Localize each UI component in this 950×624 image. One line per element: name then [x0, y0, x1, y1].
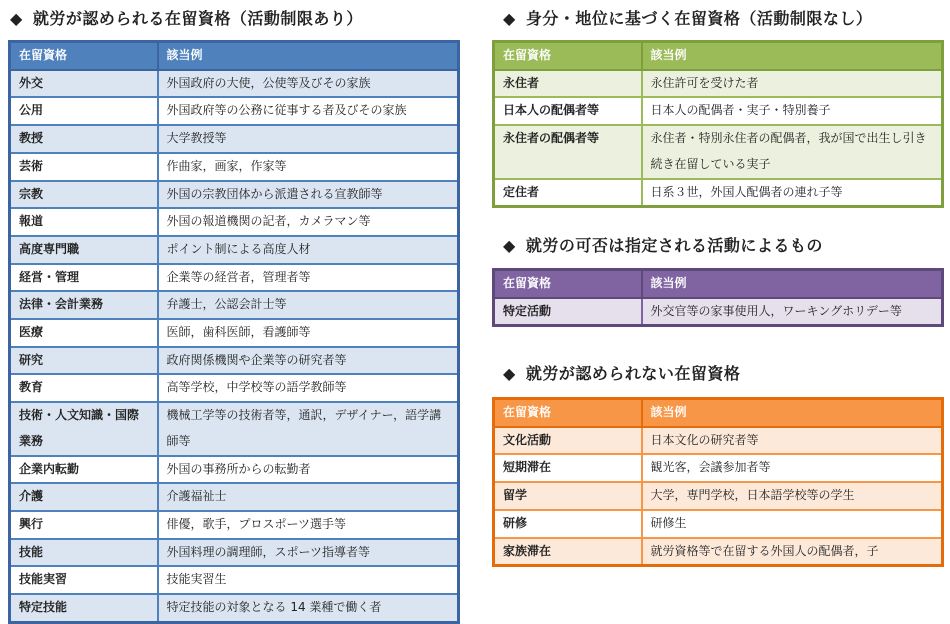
- status-cell: 外交: [10, 70, 158, 98]
- status-cell: 経営・管理: [10, 264, 158, 292]
- example-cell: 観光客，会議参加者等: [642, 454, 943, 482]
- example-cell: 就労資格等で在留する外国人の配偶者，子: [642, 538, 943, 566]
- table-row: [10, 319, 459, 347]
- header-status: 在留資格: [494, 42, 642, 70]
- table-row: [494, 454, 943, 482]
- example-cell: 大学教授等: [158, 125, 459, 153]
- header-status: 在留資格: [494, 399, 642, 427]
- table-row: [10, 483, 459, 511]
- table-row: [10, 511, 459, 539]
- title-text: 身分・地位に基づく在留資格（活動制限なし）: [525, 9, 873, 28]
- status-cell: 研修: [494, 510, 642, 538]
- example-cell: ポイント制による高度人材: [158, 236, 459, 264]
- table-row: [494, 538, 943, 566]
- table-row: [10, 347, 459, 375]
- table-header: [494, 399, 943, 427]
- section-title-work-permitted: [10, 6, 363, 29]
- status-cell: 公用: [10, 97, 158, 125]
- status-cell: 短期滞在: [494, 454, 642, 482]
- table-row: [494, 510, 943, 538]
- status-cell: 研究: [10, 347, 158, 375]
- status-cell: 技術・人文知識・国際業務: [10, 402, 158, 455]
- diamond-icon: ◆: [503, 364, 516, 383]
- table-row: [494, 70, 943, 98]
- status-cell: 芸術: [10, 153, 158, 181]
- diamond-icon: ◆: [10, 9, 23, 28]
- example-cell: 高等学校，中学校等の語学教師等: [158, 374, 459, 402]
- table-header: [494, 270, 943, 298]
- table-work-permitted: [8, 40, 460, 624]
- example-cell: 永住許可を受けた者: [642, 70, 943, 98]
- status-cell: 永住者: [494, 70, 642, 98]
- status-cell: 家族滞在: [494, 538, 642, 566]
- example-cell: 研修生: [642, 510, 943, 538]
- status-cell: 教授: [10, 125, 158, 153]
- status-cell: 興行: [10, 511, 158, 539]
- status-cell: 定住者: [494, 179, 642, 207]
- status-cell: 永住者の配偶者等: [494, 125, 642, 178]
- example-cell: 大学，専門学校，日本語学校等の学生: [642, 482, 943, 510]
- status-cell: 宗教: [10, 181, 158, 209]
- example-cell: 政府関係機関や企業等の研究者等: [158, 347, 459, 375]
- table-row: [10, 594, 459, 622]
- example-cell: 特定技能の対象となる 14 業種で働く者: [158, 594, 459, 622]
- table-status-based: [492, 40, 944, 208]
- status-cell: 日本人の配偶者等: [494, 97, 642, 125]
- header-examples: 該当例: [642, 399, 943, 427]
- status-cell: 技能: [10, 539, 158, 567]
- table-row: [10, 153, 459, 181]
- header-examples: 該当例: [642, 42, 943, 70]
- status-cell: 高度専門職: [10, 236, 158, 264]
- example-cell: 俳優，歌手，プロスポーツ選手等: [158, 511, 459, 539]
- example-cell: 技能実習生: [158, 566, 459, 594]
- header-examples: 該当例: [158, 42, 459, 70]
- table-row: [10, 539, 459, 567]
- status-cell: 技能実習: [10, 566, 158, 594]
- example-cell: 外国の事務所からの転勤者: [158, 456, 459, 484]
- section-title-status-based: [503, 6, 872, 29]
- table-row: [10, 374, 459, 402]
- example-cell: 作曲家，画家，作家等: [158, 153, 459, 181]
- table-row: [10, 70, 459, 98]
- example-cell: 機械工学等の技術者等，通訳，デザイナー，語学講師等: [158, 402, 459, 455]
- status-cell: 医療: [10, 319, 158, 347]
- table-row: [10, 566, 459, 594]
- table-row: [10, 97, 459, 125]
- header-status: 在留資格: [494, 270, 642, 298]
- header-status: 在留資格: [10, 42, 158, 70]
- table-header: [10, 42, 459, 70]
- example-cell: 外国料理の調理師，スポーツ指導者等: [158, 539, 459, 567]
- status-cell: 報道: [10, 208, 158, 236]
- table-work-not-permitted: [492, 397, 944, 567]
- diamond-icon: ◆: [503, 236, 516, 255]
- title-text: 就労の可否は指定される活動によるもの: [525, 236, 823, 255]
- example-cell: 外国の報道機関の記者，カメラマン等: [158, 208, 459, 236]
- table-row: [494, 427, 943, 455]
- table-designated-activities: [492, 268, 944, 327]
- status-cell: 法律・会計業務: [10, 291, 158, 319]
- diamond-icon: ◆: [503, 9, 516, 28]
- example-cell: 外国政府等の公務に従事する者及びその家族: [158, 97, 459, 125]
- example-cell: 介護福祉士: [158, 483, 459, 511]
- header-examples: 該当例: [642, 270, 943, 298]
- table-row: [10, 402, 459, 455]
- example-cell: 日本人の配偶者・実子・特別養子: [642, 97, 943, 125]
- table-row: [494, 298, 943, 326]
- example-cell: 企業等の経営者，管理者等: [158, 264, 459, 292]
- table-header: [494, 42, 943, 70]
- example-cell: 外交官等の家事使用人，ワーキングホリデー等: [642, 298, 943, 326]
- example-cell: 医師，歯科医師，看護師等: [158, 319, 459, 347]
- table-row: [494, 97, 943, 125]
- table-row: [10, 181, 459, 209]
- table-row: [494, 482, 943, 510]
- status-cell: 文化活動: [494, 427, 642, 455]
- title-text: 就労が認められない在留資格: [525, 364, 741, 383]
- status-cell: 教育: [10, 374, 158, 402]
- table-row: [10, 125, 459, 153]
- example-cell: 日本文化の研究者等: [642, 427, 943, 455]
- example-cell: 外国の宗教団体から派遣される宣教師等: [158, 181, 459, 209]
- table-row: [494, 179, 943, 207]
- table-row: [10, 291, 459, 319]
- section-title-designated-activities: [503, 233, 823, 256]
- section-title-work-not-permitted: [503, 361, 740, 384]
- example-cell: 外国政府の大使，公使等及びその家族: [158, 70, 459, 98]
- status-cell: 留学: [494, 482, 642, 510]
- status-cell: 特定技能: [10, 594, 158, 622]
- example-cell: 日系３世，外国人配偶者の連れ子等: [642, 179, 943, 207]
- status-cell: 特定活動: [494, 298, 642, 326]
- example-cell: 弁護士，公認会計士等: [158, 291, 459, 319]
- status-cell: 企業内転勤: [10, 456, 158, 484]
- table-row: [10, 456, 459, 484]
- example-cell: 永住者・特別永住者の配偶者，我が国で出生し引き続き在留している実子: [642, 125, 943, 178]
- table-row: [494, 125, 943, 178]
- table-row: [10, 208, 459, 236]
- table-row: [10, 236, 459, 264]
- table-row: [10, 264, 459, 292]
- status-cell: 介護: [10, 483, 158, 511]
- title-text: 就労が認められる在留資格（活動制限あり）: [32, 9, 363, 28]
